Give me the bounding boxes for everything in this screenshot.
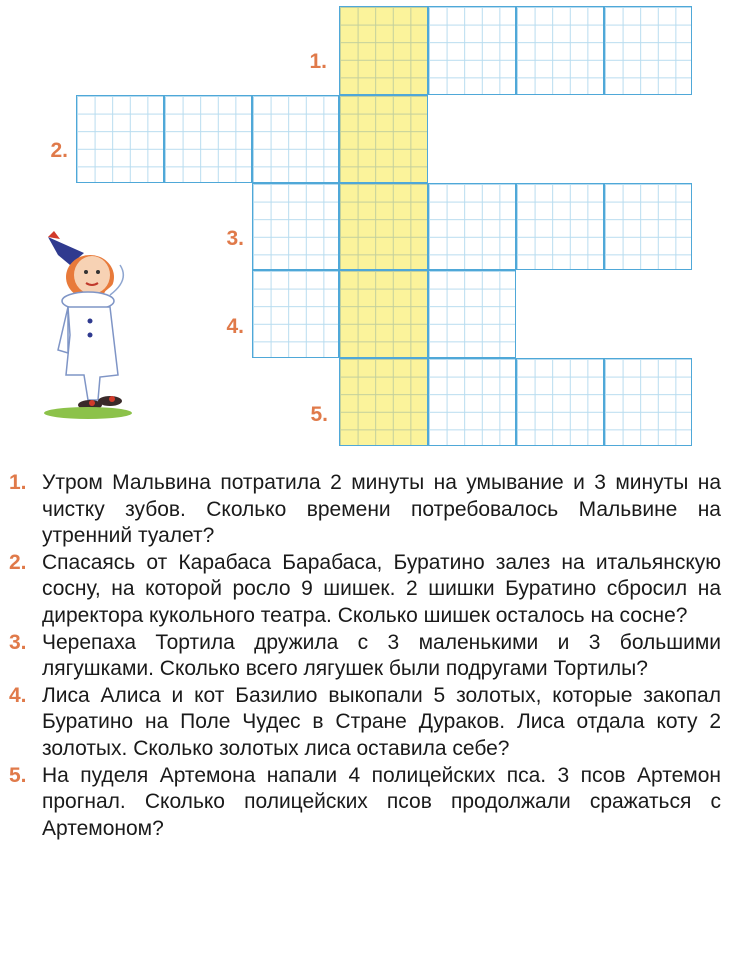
crossword-cell[interactable] (76, 95, 164, 183)
crossword-cell[interactable] (252, 183, 339, 270)
problem-2 (0, 550, 733, 630)
crossword-cell[interactable] (516, 183, 604, 270)
crossword-cell[interactable] (339, 270, 428, 358)
problem-text: Лиса Алиса и кот Базилио выкопали 5 золотых, которые закопал Буратино на Поле Чудес в Стране Дураков. Лиса отдала коту 2 золотых. Сколько золотых лиса оставила себе? (42, 683, 721, 760)
crossword-cell[interactable] (339, 358, 428, 446)
problem-number: 1. (9, 471, 27, 494)
problem-1 (0, 470, 733, 550)
crossword-cell[interactable] (252, 95, 339, 183)
problems-list (0, 470, 733, 842)
row-number-1: 1. (309, 50, 327, 73)
crossword-cell[interactable] (428, 6, 516, 95)
problem-5 (0, 763, 733, 843)
crossword-cell[interactable] (252, 270, 339, 358)
pierrot-clown-icon (40, 225, 140, 420)
crossword-cell[interactable] (604, 183, 692, 270)
crossword-cell[interactable] (516, 358, 604, 446)
crossword-cell[interactable] (339, 95, 428, 183)
problem-number: 3. (9, 630, 27, 654)
problem-text: На пуделя Артемона напали 4 полицейских пса. 3 псов Артемон прогнал. Сколько полицейских псов продолжали сражаться с Артемоном? (42, 763, 721, 840)
row-number-5: 5. (310, 403, 328, 426)
crossword-cell[interactable] (339, 183, 428, 270)
crossword-cell[interactable] (428, 183, 516, 270)
problem-number: 5. (9, 763, 27, 787)
crossword-cell[interactable] (428, 358, 516, 446)
crossword-cell[interactable] (604, 358, 692, 446)
crossword-cell[interactable] (339, 6, 428, 95)
problem-4 (0, 683, 733, 763)
problem-text: Черепаха Тортила дружила с 3 маленькими и 3 большими лягушками. Сколько всего лягушек были подругами Тортилы? (42, 630, 721, 681)
row-number-4: 4. (226, 315, 244, 338)
problem-text: Спасаясь от Карабаса Барабаса, Буратино залез на итальянскую сосну, на которой росло 9 шишек. 2 шишки Буратино сбросил на директора кукольного театра. Сколько шишек осталось на сосне? (42, 550, 721, 627)
problem-number: 4. (9, 683, 27, 707)
problem-text: Утром Мальвина потратила 2 минуты на умывание и 3 минуты на чистку зубов. Сколько времени потребовалось Мальвине на утренний туалет? (42, 471, 721, 548)
crossword-cell[interactable] (164, 95, 252, 183)
crossword-cell[interactable] (428, 270, 516, 358)
crossword-area (0, 0, 733, 452)
row-number-3: 3. (226, 227, 244, 250)
problem-3 (0, 630, 733, 683)
problem-number: 2. (9, 550, 27, 574)
crossword-cell[interactable] (604, 6, 692, 95)
row-number-2: 2. (50, 139, 68, 162)
crossword-cell[interactable] (516, 6, 604, 95)
